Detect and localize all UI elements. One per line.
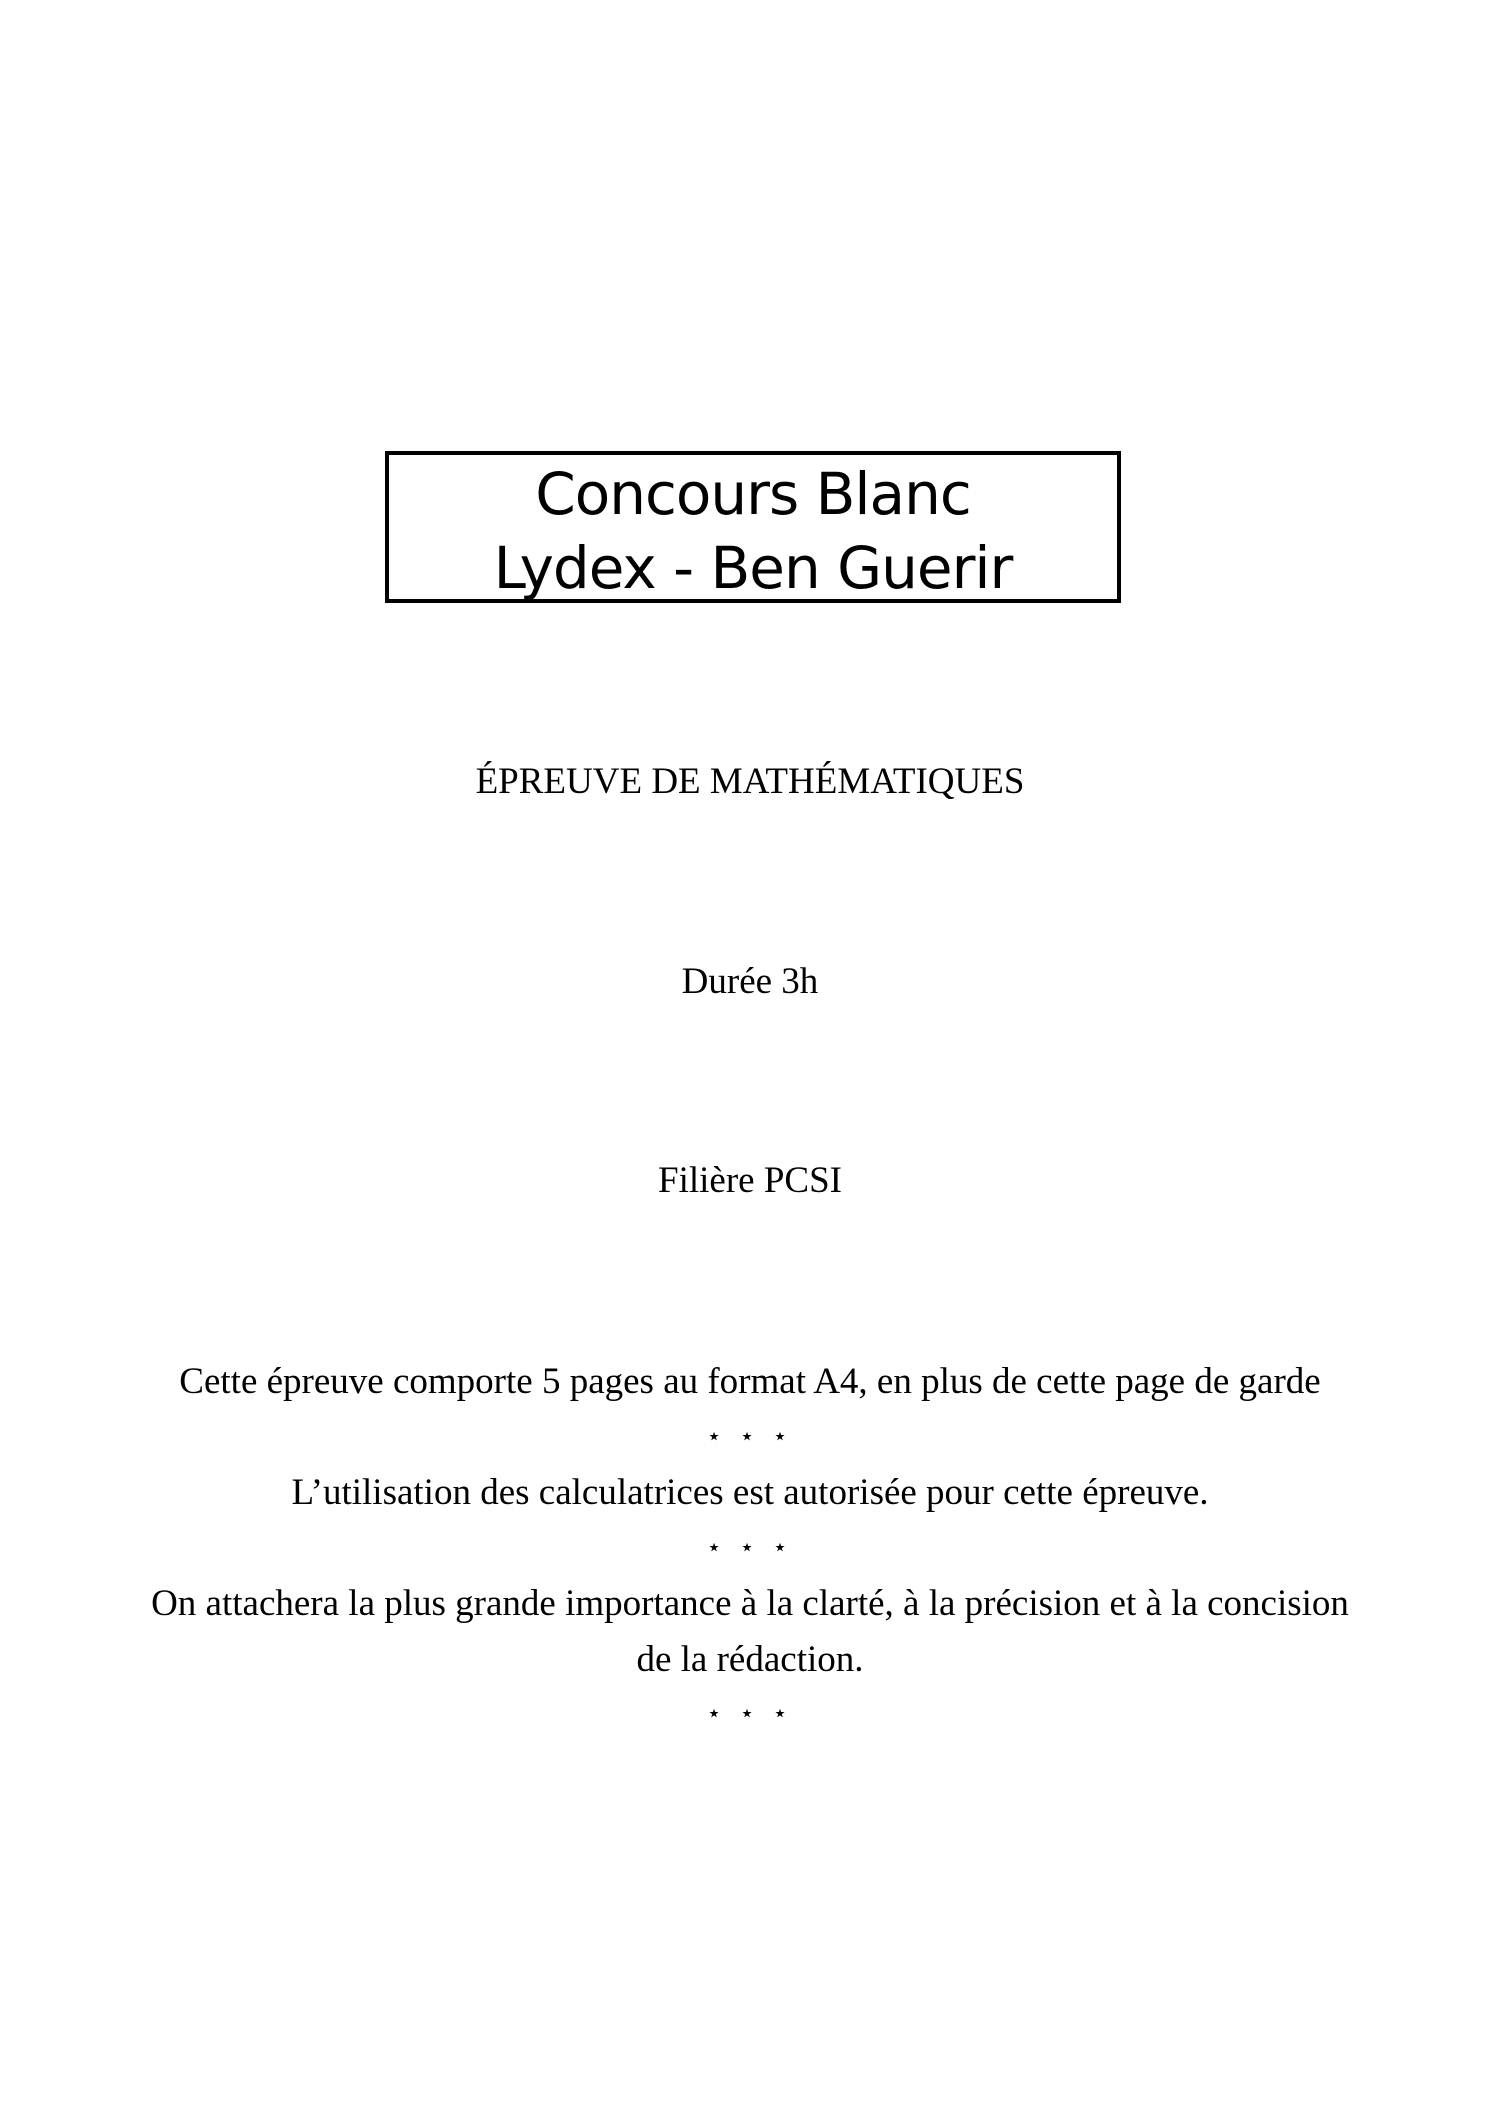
title-box [385,451,1121,603]
title-line-1: Concours Blanc [535,460,971,528]
pages-note: Cette épreuve comporte 5 pages au format A4, en plus de cette page de garde [179,1361,1321,1402]
title-line-2: Lydex - Ben Guerir [493,534,1013,602]
clarity-note: On attachera la plus grande importance à la clarté, à la précision et à la concision de la rédaction. [151,1583,1349,1680]
duration: Durée 3h [681,961,819,1002]
calculator-note: L’utilisation des calculatrices est autorisée pour cette épreuve. [291,1472,1209,1513]
separator-stars: ⋆ ⋆ ⋆ [706,1534,794,1561]
separator-stars: ⋆ ⋆ ⋆ [706,1423,794,1450]
exam-title: ÉPREUVE DE MATHÉMATIQUES [475,761,1025,802]
separator-stars: ⋆ ⋆ ⋆ [706,1701,794,1727]
instructions [120,1354,1380,1743]
track: Filière PCSI [658,1160,842,1201]
